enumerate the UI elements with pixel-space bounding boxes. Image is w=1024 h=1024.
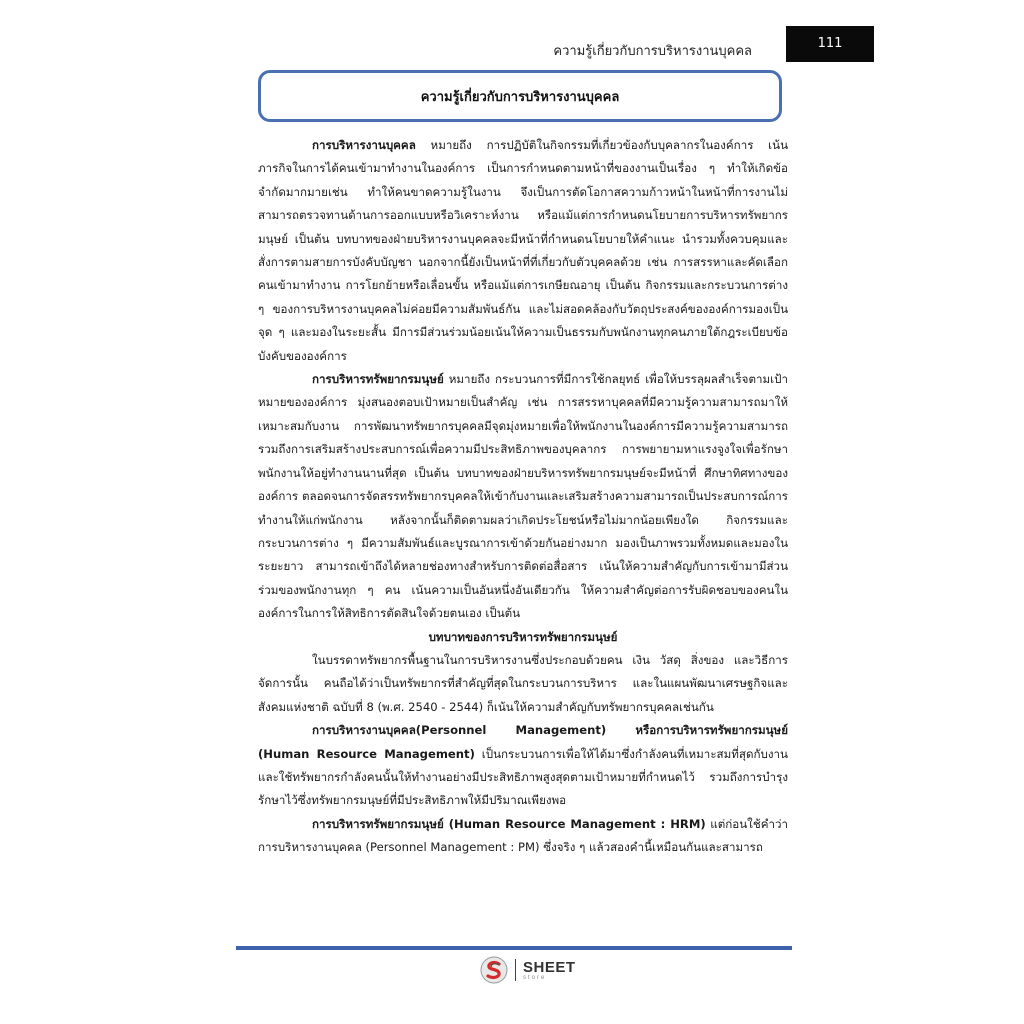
body-text [258, 134, 788, 860]
chapter-title-box [258, 70, 782, 122]
paragraph-text: หมายถึง การปฏิบัติในกิจกรรมที่เกี่ยวข้องกับบุคลากรในองค์การ เน้นภารกิจในการได้คนเข้ามาทำงานในองค์การ เป็นการกำหนดตามหน้าที่ของงานเป็นเรื่อง ๆ ทำให้เกิดข้อจำกัดมากมายเช่น ทำให้คนขาดความรู้ในงาน จึงเป็นการตัดโอกาสความก้าวหน้าในหน้าที่การงานไม่สามารถตรวจทานด้านการออกแบบหรือวิเคราะห์งาน หรือแม้แต่การกำหนดนโยบายการบริหารทรัพยากรมนุษย์ เป็นต้น บทบาทของฝ่ายบริหารงานบุคคลจะมีหน้าที่กำหนดนโยบายให้คำแนะ นำรวมทั้งควบคุมและสั่งการตามสายการบังคับบัญชา นอกจากนี้ยังเป็นหน้าที่ที่เกี่ยวกับตัวบุคคลด้วย เช่น การสรรหาและคัดเลือกคนเข้ามาทำงาน การโยกย้ายหรือเลื่อนขั้น หรือแม้แต่การเกษียณอายุ เป็นต้น กิจกรรมและกระบวนการต่าง ๆ ของการบริหารงานบุคคลไม่ค่อยมีความสัมพันธ์กัน และไม่สอดคล้องกับวัตถุประสงค์ขององค์การมองเป็นจุด ๆ และมองในระยะสั้น มีการมีส่วนร่วมน้อยเน้นให้ความเป็นธรรมกับพนักงานทุกคนภายใต้กฎระเบียบข้อบังคับขององค์การ [258, 138, 788, 363]
paragraph-lead: การบริหารทรัพยากรมนุษย์ (Human Resource Management : HRM) [312, 816, 706, 831]
paragraph [258, 649, 788, 719]
paragraph-text: ในบรรดาทรัพยากรพื้นฐานในการบริหารงานซึ่งประกอบด้วยคน เงิน วัสดุ สิ่งของ และวิธีการจัดการนั้น คนถือได้ว่าเป็นทรัพยากรที่สำคัญที่สุดในกระบวนการบริหาร และในแผนพัฒนาเศรษฐกิจและสังคมแห่งชาติ ฉบับที่ 8 (พ.ศ. 2540 - 2544) ก็เน้นให้ความสำคัญกับทรัพยากรบุคคลเช่นกัน [258, 652, 788, 714]
paragraph [258, 719, 788, 813]
section-subheading: บทบาทของการบริหารทรัพยากรมนุษย์ [428, 629, 618, 644]
paragraph-lead: การบริหารทรัพยากรมนุษย์ [312, 372, 444, 387]
running-header-title: ความรู้เกี่ยวกับการบริหารงานบุคคล [553, 44, 752, 59]
paragraph [258, 368, 788, 625]
footer-logo [480, 955, 576, 985]
paragraph-text: หมายถึง กระบวนการที่มีการใช้กลยุทธ์ เพื่อให้บรรลุผลสำเร็จตามเป้าหมายขององค์การ มุ่งสนองตอบเป้าหมายเป็นสำคัญ เช่น การสรรหาบุคคลที่มีความรู้ความสามารถมาให้เหมาะสมกับงาน การพัฒนาทรัพยากรบุคคลมีจุดมุ่งหมายเพื่อให้พนักงานในองค์การมีความรู้ความสามารถ รวมถึงการเสริมสร้างประสบการณ์เพื่อความมีประสิทธิภาพของบุคลากร การพยายามหาแรงจูงใจเพื่อรักษาพนักงานให้อยู่ทำงานนานที่สุด เป็นต้น บทบาทของฝ่ายบริหารทรัพยากรมนุษย์จะมีหน้าที่ ศึกษาทิศทางขององค์การ ตลอดจนการจัดสรรทรัพยากรบุคคลให้เข้ากับงานและเสริมสร้างความสามารถเป็นประสบการณ์การทำงานให้แก่พนักงาน หลังจากนั้นก็ติดตามผลว่าเกิดประโยชน์หรือไม่มากน้อยเพียงใด กิจกรรมและกระบวนการต่าง ๆ มีความสัมพันธ์และบูรณาการเข้าด้วยกันอย่างมาก มองเป็นภาพรวมทั้งหมดและมองในระยะยาว สามารถเข้าถึงได้หลายช่องทางสำหรับการติดต่อสื่อสาร เน้นให้ความสำคัญกับการเข้ามามีส่วนร่วมของพนักงานทุก ๆ คน เน้นความเป็นอันหนึ่งอันเดียวกัน ให้ความสำคัญต่อการรับผิดชอบของคนในองค์การในการให้สิทธิการตัดสินใจด้วยตนเอง เป็นต้น [258, 372, 788, 621]
paragraph-text: เป็นกระบวนการเพื่อให้ได้มาซึ่งกำลังคนที่เหมาะสมที่สุดกับงาน และใช้ทรัพยากรกำลังคนนั้นให้ทำงานอย่างมีประสิทธิภาพสูงสุดตามเป้าหมายที่กำหนดไว้ รวมถึงการบำรุงรักษาไว้ซึ่งทรัพยากรมนุษย์ที่มีประสิทธิภาพให้มีปริมาณเพียงพอ [258, 746, 788, 808]
s-logo-icon [480, 956, 508, 984]
brand-subtitle: store [523, 974, 547, 981]
footer-rule [236, 946, 792, 950]
paragraph-text: แต่ก่อนใช้คำว่า การบริหารงานบุคคล (Personnel Management : PM) ซึ่งจริง ๆ แล้วสองคำนี้เหมือนกันและสามารถ [258, 816, 788, 855]
page-number: 111 [786, 26, 874, 62]
chapter-title: ความรู้เกี่ยวกับการบริหารงานบุคคล [420, 89, 620, 105]
paragraph [258, 134, 788, 368]
paragraph-lead: การบริหารงานบุคคล [312, 138, 416, 152]
paragraph [258, 813, 788, 860]
brand-name: SHEET [523, 958, 576, 976]
paragraph-lead: การบริหารงานบุคคล(Personnel Management) หรือการบริหารทรัพยากรมนุษย์ (Human Resource Management) [258, 723, 788, 761]
logo-text [523, 960, 576, 981]
logo-divider [515, 959, 516, 981]
